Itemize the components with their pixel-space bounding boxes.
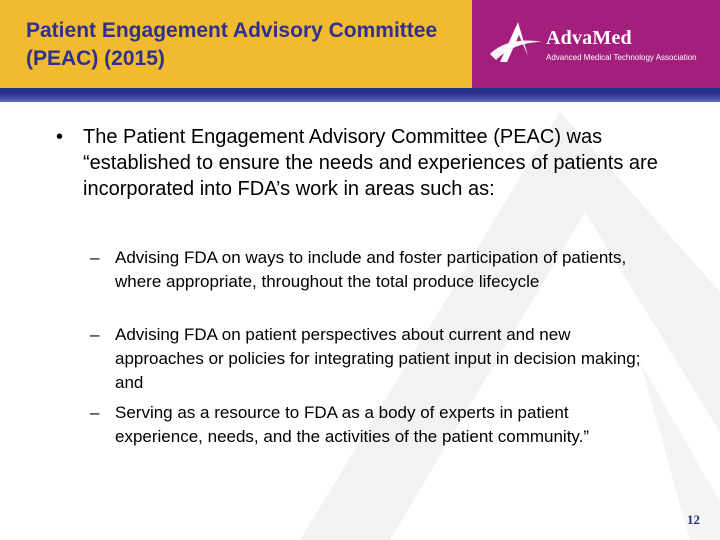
logo-tagline: Advanced Medical Technology Association bbox=[546, 53, 697, 62]
page-number: 12 bbox=[687, 512, 700, 527]
sub-bullet-marker: – bbox=[90, 248, 100, 267]
bullet-text: The Patient Engagement Advisory Committee (PEAC) was “established to ensure the needs and experiences of patients are incorporated into FDA’s work in areas such as: bbox=[83, 126, 658, 200]
bullet-marker: • bbox=[56, 126, 64, 148]
sub-bullet-text: Serving as a resource to FDA as a body of experts in patient experience, needs, and the activities of the patient community.” bbox=[115, 403, 590, 446]
sub-bullet-marker: – bbox=[90, 325, 100, 344]
slide-title: Patient Engagement Advisory Committee (PEAC) (2015) bbox=[26, 19, 438, 70]
sub-bullet-marker: – bbox=[90, 403, 100, 422]
sub-bullet-text: Advising FDA on ways to include and foster participation of patients, where appropriate, throughout the total produce lifecycle bbox=[115, 248, 627, 291]
logo-name: AdvaMed bbox=[546, 27, 632, 49]
sub-bullet-text: Advising FDA on patient perspectives about current and new approaches or policies for integrating patient input in decision making; and bbox=[115, 325, 641, 392]
